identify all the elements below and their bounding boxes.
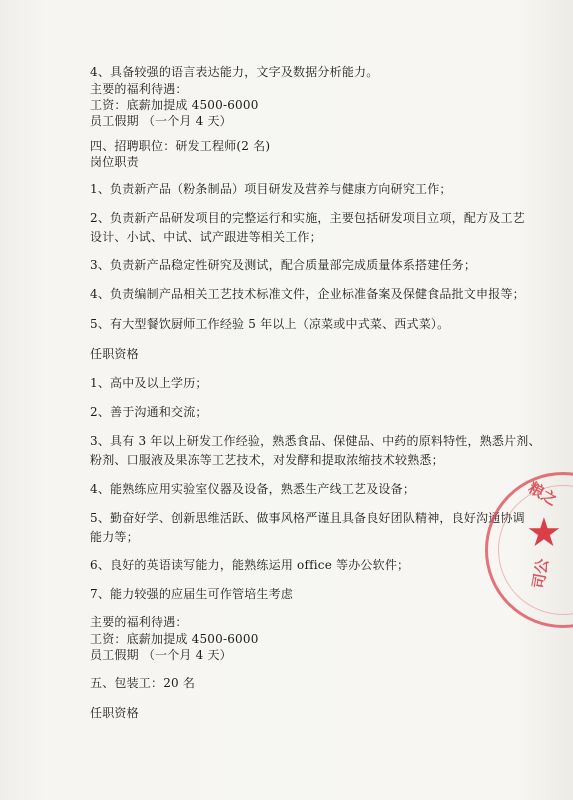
text-line: 设计、小试、中试、试产跟进等相关工作； [90, 230, 322, 244]
text-line: 1、高中及以上学历； [90, 376, 208, 390]
seal-text-side: 司公 [529, 557, 552, 590]
text-line: 工资：底薪加提成 4500-6000 [90, 98, 259, 112]
section-heading: 任职资格 [90, 706, 139, 720]
text-line: 岗位职责 [90, 155, 139, 169]
section-heading: 四、招聘职位：研发工程师(2 名) [90, 139, 271, 153]
section-heading: 五、包装工：20 名 [90, 676, 196, 690]
text-line: 4、负责编制产品相关工艺技术标准文件，企业标准备案及保健食品批文申报等； [90, 287, 525, 301]
text-line: 5、有大型餐饮厨师工作经验 5 年以上（凉菜或中式菜、西式菜）。 [90, 317, 450, 331]
text-line: 5、勤奋好学、创新思维活跃、做事风格严谨且具备良好团队精神，良好沟通协调 [90, 511, 525, 525]
text-line: 员工假期 （一个月 4 天） [90, 114, 232, 128]
text-line: 7、能力较强的应届生可作管培生考虑 [90, 587, 294, 601]
text-line: 工资：底薪加提成 4500-6000 [90, 632, 259, 646]
text-line: 2、善于沟通和交流； [90, 405, 208, 419]
text-line: 能力等； [90, 530, 139, 544]
text-line: 3、负责新产品稳定性研究及测试，配合质量部完成质量体系搭建任务； [90, 258, 477, 272]
text-line: 6、良好的英语读写能力，能熟练运用 office 等办公软件； [90, 558, 410, 572]
text-line: 4、具备较强的语言表达能力，文字及数据分析能力。 [90, 65, 379, 79]
section-heading: 任职资格 [90, 347, 139, 361]
text-line: 4、能熟练应用实验室仪器及设备，熟悉生产线工艺及设备； [90, 482, 416, 496]
text-line: 3、具有 3 年以上研发工作经验，熟悉食品、保健品、中药的原料特性，熟悉片剂、 [90, 434, 541, 448]
text-line: 员工假期 （一个月 4 天） [90, 648, 232, 662]
text-line: 2、负责新产品研发项目的完整运行和实施，主要包括研发项目立项，配方及工艺 [90, 211, 525, 225]
text-line: 主要的福利待遇： [90, 615, 188, 629]
company-seal [485, 472, 573, 628]
text-line: 1、负责新产品（粉条制品）项目研发及营养与健康方向研究工作； [90, 182, 452, 196]
text-line: 粉剂、口服液及果冻等工艺技术，对发酵和提取浓缩技术较熟悉； [90, 453, 444, 467]
text-line: 主要的福利待遇： [90, 82, 188, 96]
seal-text-top: 粮之 [525, 478, 561, 510]
star-icon: ★ [526, 510, 562, 556]
